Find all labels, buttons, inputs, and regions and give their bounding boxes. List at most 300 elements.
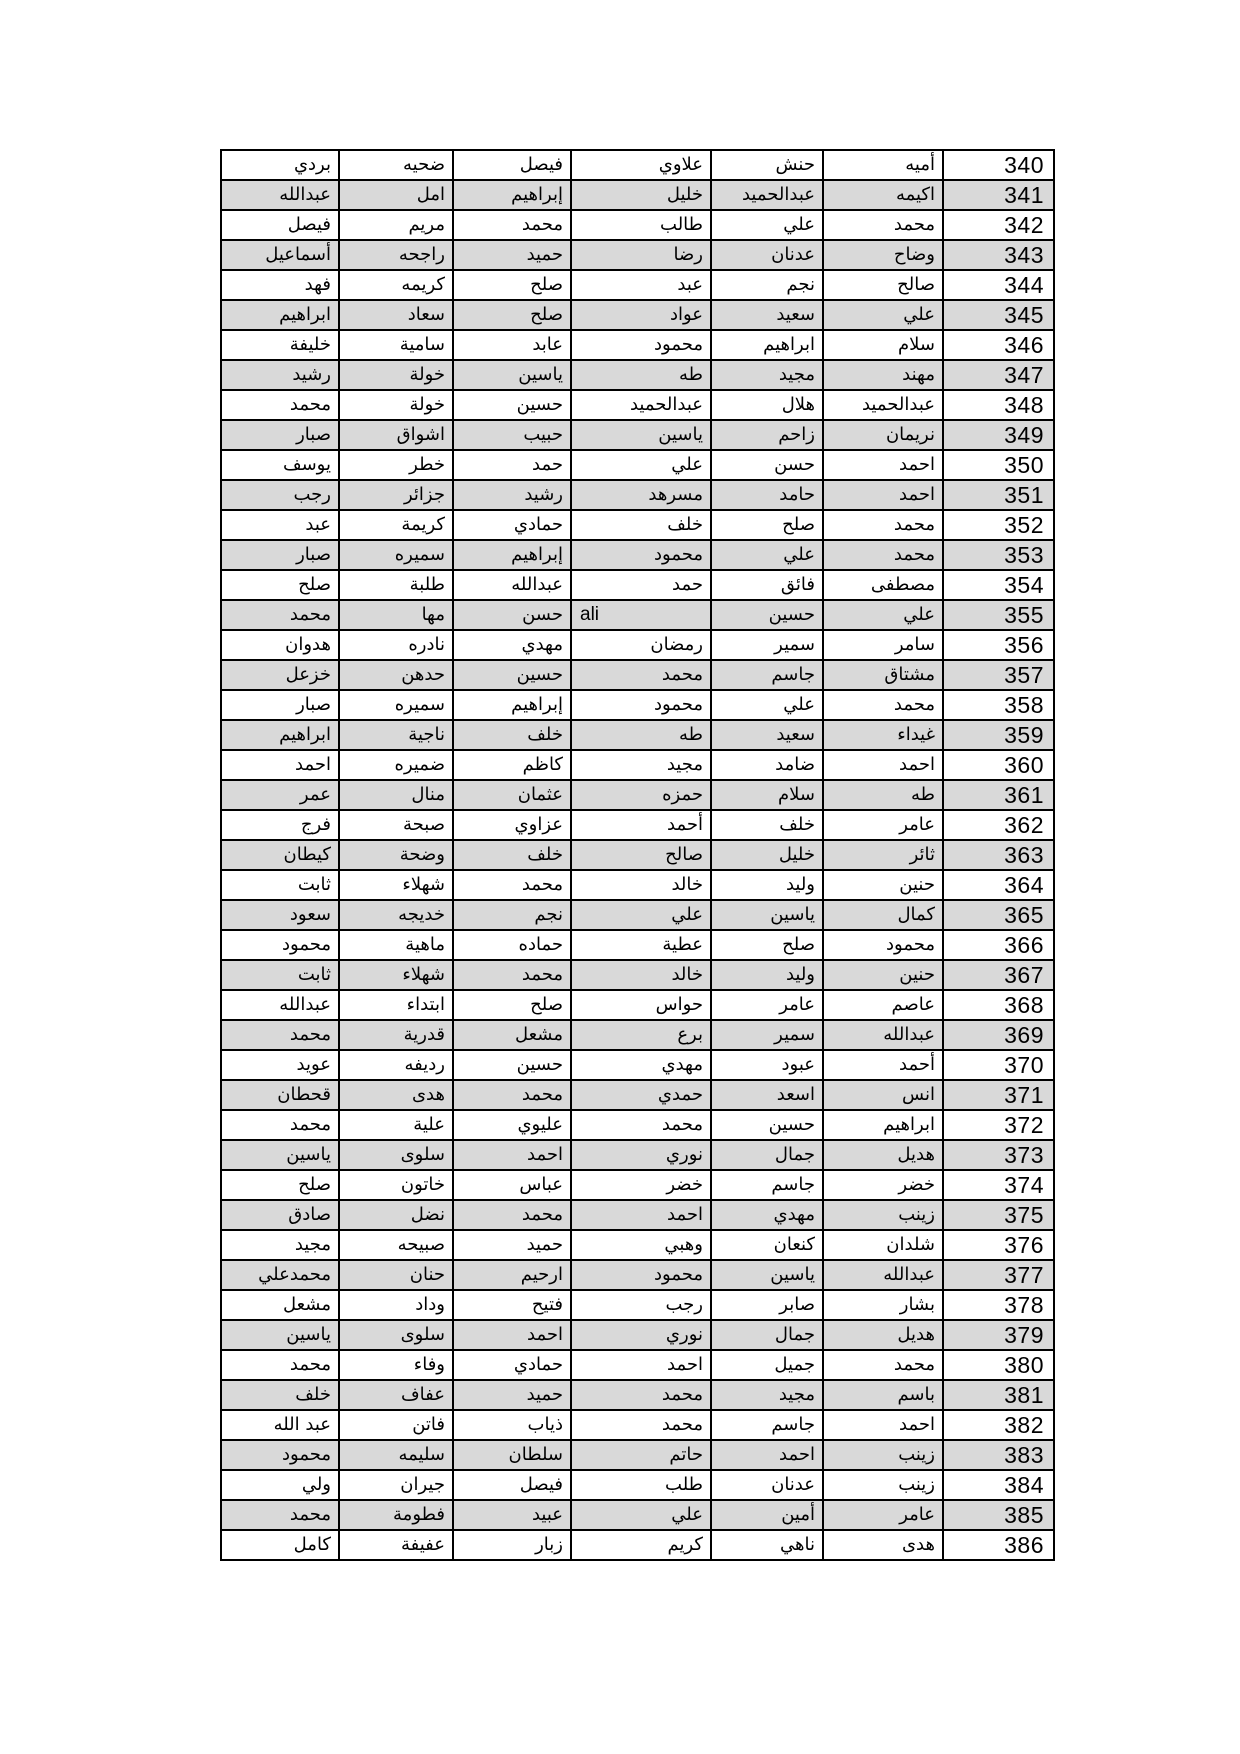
table-row — [221, 600, 1054, 630]
name-cell-5: أمين — [711, 1500, 823, 1530]
name-cell-6: احمد — [823, 450, 943, 480]
name-cell-1: صلح — [221, 1170, 339, 1200]
name-cell-6: طه — [823, 780, 943, 810]
name-cell-2: رديفه — [339, 1050, 453, 1080]
name-cell-1: عبد الله — [221, 1410, 339, 1440]
table-row — [221, 870, 1054, 900]
row-number-cell: 386 — [943, 1530, 1054, 1560]
name-cell-3: حسين — [453, 390, 571, 420]
name-cell-3: ارحيم — [453, 1260, 571, 1290]
name-cell-3: عزاوي — [453, 810, 571, 840]
name-cell-6: نريمان — [823, 420, 943, 450]
name-cell-1: صبار — [221, 690, 339, 720]
table-row — [221, 450, 1054, 480]
name-cell-6: حنين — [823, 960, 943, 990]
name-cell-3: حسين — [453, 660, 571, 690]
name-cell-6: وضاح — [823, 240, 943, 270]
name-cell-2: جيران — [339, 1470, 453, 1500]
name-cell-1: بردي — [221, 150, 339, 180]
table-row — [221, 900, 1054, 930]
table-row — [221, 300, 1054, 330]
name-cell-6: صالح — [823, 270, 943, 300]
name-cell-2: سليمه — [339, 1440, 453, 1470]
row-number-cell: 348 — [943, 390, 1054, 420]
name-cell-2: راجحه — [339, 240, 453, 270]
name-cell-5: جاسم — [711, 1170, 823, 1200]
name-cell-3: مهدي — [453, 630, 571, 660]
name-cell-6: محمد — [823, 1350, 943, 1380]
name-cell-4: علي — [571, 450, 711, 480]
table-row — [221, 720, 1054, 750]
name-cell-5: نجم — [711, 270, 823, 300]
name-cell-1: عويد — [221, 1050, 339, 1080]
name-cell-5: علي — [711, 210, 823, 240]
row-number-cell: 358 — [943, 690, 1054, 720]
name-cell-2: سلوى — [339, 1320, 453, 1350]
name-cell-3: حماده — [453, 930, 571, 960]
name-cell-2: طلبة — [339, 570, 453, 600]
name-cell-5: ياسين — [711, 1260, 823, 1290]
name-cell-6: محمود — [823, 930, 943, 960]
row-number-cell: 383 — [943, 1440, 1054, 1470]
table-row — [221, 1530, 1054, 1560]
row-number-cell: 367 — [943, 960, 1054, 990]
name-cell-6: شلدان — [823, 1230, 943, 1260]
name-cell-2: كريمة — [339, 510, 453, 540]
table-row — [221, 1440, 1054, 1470]
name-cell-5: خلف — [711, 810, 823, 840]
name-cell-5: احمد — [711, 1440, 823, 1470]
name-cell-6: احمد — [823, 1410, 943, 1440]
table-row — [221, 1050, 1054, 1080]
name-cell-6: محمد — [823, 210, 943, 240]
name-cell-2: فطومة — [339, 1500, 453, 1530]
row-number-cell: 345 — [943, 300, 1054, 330]
name-cell-4: رمضان — [571, 630, 711, 660]
name-cell-1: يوسف — [221, 450, 339, 480]
name-cell-4: خضر — [571, 1170, 711, 1200]
name-cell-2: ضميره — [339, 750, 453, 780]
table-row — [221, 1320, 1054, 1350]
name-cell-4: علي — [571, 900, 711, 930]
row-number-cell: 380 — [943, 1350, 1054, 1380]
table-row — [221, 630, 1054, 660]
name-cell-1: رشيد — [221, 360, 339, 390]
row-number-cell: 374 — [943, 1170, 1054, 1200]
table-row — [221, 960, 1054, 990]
name-cell-5: ياسين — [711, 900, 823, 930]
name-cell-2: ماهية — [339, 930, 453, 960]
row-number-cell: 355 — [943, 600, 1054, 630]
name-cell-2: ضحيه — [339, 150, 453, 180]
names-table — [220, 149, 1055, 1561]
table-row — [221, 660, 1054, 690]
table-row — [221, 330, 1054, 360]
name-cell-2: جزائر — [339, 480, 453, 510]
names-table-container — [220, 149, 1055, 1561]
name-cell-5: عدنان — [711, 240, 823, 270]
table-row — [221, 1200, 1054, 1230]
name-cell-3: صلح — [453, 990, 571, 1020]
name-cell-4: طالب — [571, 210, 711, 240]
row-number-cell: 368 — [943, 990, 1054, 1020]
table-row — [221, 270, 1054, 300]
table-row — [221, 1470, 1054, 1500]
name-cell-1: محمد — [221, 600, 339, 630]
row-number-cell: 372 — [943, 1110, 1054, 1140]
name-cell-2: حدهن — [339, 660, 453, 690]
name-cell-4: خليل — [571, 180, 711, 210]
row-number-cell: 373 — [943, 1140, 1054, 1170]
name-cell-3: احمد — [453, 1140, 571, 1170]
table-row — [221, 510, 1054, 540]
name-cell-2: صبحة — [339, 810, 453, 840]
name-cell-5: اسعد — [711, 1080, 823, 1110]
name-cell-4: خالد — [571, 870, 711, 900]
name-cell-3: محمد — [453, 960, 571, 990]
row-number-cell: 343 — [943, 240, 1054, 270]
row-number-cell: 379 — [943, 1320, 1054, 1350]
name-cell-3: ياسين — [453, 360, 571, 390]
name-cell-6: محمد — [823, 510, 943, 540]
name-cell-1: ياسين — [221, 1140, 339, 1170]
name-cell-6: هديل — [823, 1140, 943, 1170]
name-cell-1: ابراهيم — [221, 300, 339, 330]
name-cell-1: خليفة — [221, 330, 339, 360]
name-cell-1: صبار — [221, 420, 339, 450]
table-row — [221, 990, 1054, 1020]
name-cell-4: حواس — [571, 990, 711, 1020]
name-cell-1: كيطان — [221, 840, 339, 870]
name-cell-5: صابر — [711, 1290, 823, 1320]
row-number-cell: 382 — [943, 1410, 1054, 1440]
name-cell-6: باسم — [823, 1380, 943, 1410]
name-cell-4: محمد — [571, 1110, 711, 1140]
name-cell-4: برع — [571, 1020, 711, 1050]
name-cell-3: صلح — [453, 300, 571, 330]
name-cell-3: حميد — [453, 1230, 571, 1260]
name-cell-6: زينب — [823, 1200, 943, 1230]
name-cell-6: حنين — [823, 870, 943, 900]
name-cell-4: ali — [571, 600, 711, 630]
name-cell-6: محمد — [823, 540, 943, 570]
name-cell-1: محمدعلي — [221, 1260, 339, 1290]
name-cell-1: عمر — [221, 780, 339, 810]
table-row — [221, 1230, 1054, 1260]
name-cell-5: كنعان — [711, 1230, 823, 1260]
name-cell-2: امل — [339, 180, 453, 210]
name-cell-5: جاسم — [711, 660, 823, 690]
name-cell-6: عبدالله — [823, 1020, 943, 1050]
name-cell-3: حمادي — [453, 510, 571, 540]
name-cell-4: عبد — [571, 270, 711, 300]
name-cell-2: كريمه — [339, 270, 453, 300]
name-cell-1: محمد — [221, 390, 339, 420]
table-row — [221, 480, 1054, 510]
table-row — [221, 180, 1054, 210]
name-cell-5: جميل — [711, 1350, 823, 1380]
name-cell-4: صالح — [571, 840, 711, 870]
name-cell-4: حمدي — [571, 1080, 711, 1110]
row-number-cell: 376 — [943, 1230, 1054, 1260]
name-cell-2: عفيفة — [339, 1530, 453, 1560]
name-cell-4: مسرهد — [571, 480, 711, 510]
name-cell-1: كامل — [221, 1530, 339, 1560]
name-cell-5: سلام — [711, 780, 823, 810]
name-cell-4: وهبي — [571, 1230, 711, 1260]
name-cell-2: هدى — [339, 1080, 453, 1110]
name-cell-4: محمد — [571, 1380, 711, 1410]
name-cell-1: محمد — [221, 1500, 339, 1530]
name-cell-1: أسماعيل — [221, 240, 339, 270]
name-cell-3: عبيد — [453, 1500, 571, 1530]
name-cell-2: اشواق — [339, 420, 453, 450]
name-cell-5: سمير — [711, 630, 823, 660]
row-number-cell: 369 — [943, 1020, 1054, 1050]
name-cell-1: مشعل — [221, 1290, 339, 1320]
row-number-cell: 366 — [943, 930, 1054, 960]
row-number-cell: 347 — [943, 360, 1054, 390]
name-cell-2: سميره — [339, 690, 453, 720]
name-cell-3: حمد — [453, 450, 571, 480]
name-cell-6: هدى — [823, 1530, 943, 1560]
name-cell-1: عبدالله — [221, 990, 339, 1020]
row-number-cell: 346 — [943, 330, 1054, 360]
name-cell-3: احمد — [453, 1320, 571, 1350]
name-cell-1: رجب — [221, 480, 339, 510]
name-cell-5: سعيد — [711, 720, 823, 750]
name-cell-6: خضر — [823, 1170, 943, 1200]
name-cell-5: حسن — [711, 450, 823, 480]
name-cell-2: مها — [339, 600, 453, 630]
name-cell-6: عامر — [823, 1500, 943, 1530]
name-cell-4: احمد — [571, 1350, 711, 1380]
name-cell-4: عواد — [571, 300, 711, 330]
row-number-cell: 341 — [943, 180, 1054, 210]
table-row — [221, 1500, 1054, 1530]
name-cell-1: خلف — [221, 1380, 339, 1410]
name-cell-2: وفاء — [339, 1350, 453, 1380]
name-cell-6: ابراهيم — [823, 1110, 943, 1140]
row-number-cell: 353 — [943, 540, 1054, 570]
name-cell-5: عدنان — [711, 1470, 823, 1500]
name-cell-5: حسين — [711, 600, 823, 630]
name-cell-6: سامر — [823, 630, 943, 660]
table-row — [221, 690, 1054, 720]
table-row — [221, 1110, 1054, 1140]
name-cell-4: كريم — [571, 1530, 711, 1560]
table-row — [221, 1140, 1054, 1170]
name-cell-3: إبراهيم — [453, 690, 571, 720]
name-cell-4: نوري — [571, 1320, 711, 1350]
name-cell-2: سعاد — [339, 300, 453, 330]
name-cell-3: إبراهيم — [453, 540, 571, 570]
name-cell-5: ابراهيم — [711, 330, 823, 360]
name-cell-6: أحمد — [823, 1050, 943, 1080]
name-cell-6: علي — [823, 600, 943, 630]
name-cell-2: سلوى — [339, 1140, 453, 1170]
row-number-cell: 365 — [943, 900, 1054, 930]
name-cell-6: مشتاق — [823, 660, 943, 690]
name-cell-6: علي — [823, 300, 943, 330]
name-cell-1: فرج — [221, 810, 339, 840]
name-cell-5: جمال — [711, 1320, 823, 1350]
name-cell-3: زبار — [453, 1530, 571, 1560]
name-cell-5: مجيد — [711, 360, 823, 390]
name-cell-3: نجم — [453, 900, 571, 930]
name-cell-6: احمد — [823, 750, 943, 780]
name-cell-5: حسين — [711, 1110, 823, 1140]
name-cell-2: ابتداء — [339, 990, 453, 1020]
name-cell-5: خليل — [711, 840, 823, 870]
table-row — [221, 240, 1054, 270]
name-cell-6: عبدالحميد — [823, 390, 943, 420]
row-number-cell: 362 — [943, 810, 1054, 840]
name-cell-5: جاسم — [711, 1410, 823, 1440]
name-cell-4: حاتم — [571, 1440, 711, 1470]
table-row — [221, 210, 1054, 240]
name-cell-6: زينب — [823, 1440, 943, 1470]
name-cell-4: رجب — [571, 1290, 711, 1320]
name-cell-3: خلف — [453, 720, 571, 750]
name-cell-2: مريم — [339, 210, 453, 240]
table-row — [221, 1380, 1054, 1410]
name-cell-1: صبار — [221, 540, 339, 570]
name-cell-5: صلح — [711, 510, 823, 540]
name-cell-6: مهند — [823, 360, 943, 390]
name-cell-5: هلال — [711, 390, 823, 420]
name-cell-4: عبدالحميد — [571, 390, 711, 420]
name-cell-4: محمد — [571, 1410, 711, 1440]
row-number-cell: 350 — [943, 450, 1054, 480]
name-cell-3: محمد — [453, 1200, 571, 1230]
name-cell-4: حمد — [571, 570, 711, 600]
name-cell-5: حنش — [711, 150, 823, 180]
name-cell-2: سميره — [339, 540, 453, 570]
name-cell-1: هدوان — [221, 630, 339, 660]
name-cell-5: عبدالحميد — [711, 180, 823, 210]
name-cell-6: زينب — [823, 1470, 943, 1500]
name-cell-2: شهلاء — [339, 870, 453, 900]
table-row — [221, 1350, 1054, 1380]
table-row — [221, 1080, 1054, 1110]
name-cell-1: ولي — [221, 1470, 339, 1500]
name-cell-1: عبدالله — [221, 180, 339, 210]
row-number-cell: 344 — [943, 270, 1054, 300]
name-cell-1: صادق — [221, 1200, 339, 1230]
row-number-cell: 352 — [943, 510, 1054, 540]
name-cell-2: نضل — [339, 1200, 453, 1230]
name-cell-3: حسين — [453, 1050, 571, 1080]
name-cell-6: كمال — [823, 900, 943, 930]
name-cell-3: حبيب — [453, 420, 571, 450]
row-number-cell: 375 — [943, 1200, 1054, 1230]
row-number-cell: 378 — [943, 1290, 1054, 1320]
table-row — [221, 1020, 1054, 1050]
table-row — [221, 1290, 1054, 1320]
name-cell-5: وليد — [711, 870, 823, 900]
name-cell-3: سلطان — [453, 1440, 571, 1470]
name-cell-6: هديل — [823, 1320, 943, 1350]
name-cell-1: عبد — [221, 510, 339, 540]
row-number-cell: 384 — [943, 1470, 1054, 1500]
row-number-cell: 357 — [943, 660, 1054, 690]
names-table-body — [221, 150, 1054, 1560]
name-cell-1: مجيد — [221, 1230, 339, 1260]
name-cell-1: فهد — [221, 270, 339, 300]
table-row — [221, 1410, 1054, 1440]
name-cell-2: فاتن — [339, 1410, 453, 1440]
name-cell-5: عامر — [711, 990, 823, 1020]
row-number-cell: 370 — [943, 1050, 1054, 1080]
name-cell-4: عطية — [571, 930, 711, 960]
name-cell-1: سعود — [221, 900, 339, 930]
row-number-cell: 381 — [943, 1380, 1054, 1410]
table-row — [221, 570, 1054, 600]
name-cell-3: محمد — [453, 210, 571, 240]
table-row — [221, 810, 1054, 840]
table-row — [221, 1170, 1054, 1200]
name-cell-3: فتيح — [453, 1290, 571, 1320]
name-cell-6: سلام — [823, 330, 943, 360]
table-row — [221, 150, 1054, 180]
name-cell-3: عليوي — [453, 1110, 571, 1140]
table-row — [221, 360, 1054, 390]
name-cell-5: ضامد — [711, 750, 823, 780]
name-cell-6: عاصم — [823, 990, 943, 1020]
name-cell-2: خولة — [339, 390, 453, 420]
name-cell-3: حميد — [453, 1380, 571, 1410]
row-number-cell: 359 — [943, 720, 1054, 750]
name-cell-5: حامد — [711, 480, 823, 510]
table-row — [221, 780, 1054, 810]
table-row — [221, 930, 1054, 960]
name-cell-2: خديجه — [339, 900, 453, 930]
name-cell-1: محمود — [221, 930, 339, 960]
name-cell-6: انس — [823, 1080, 943, 1110]
name-cell-3: عابد — [453, 330, 571, 360]
name-cell-3: ذياب — [453, 1410, 571, 1440]
name-cell-3: محمد — [453, 1080, 571, 1110]
name-cell-3: رشيد — [453, 480, 571, 510]
name-cell-4: طه — [571, 720, 711, 750]
name-cell-1: محمد — [221, 1020, 339, 1050]
name-cell-4: علي — [571, 1500, 711, 1530]
name-cell-5: صلح — [711, 930, 823, 960]
name-cell-1: ابراهيم — [221, 720, 339, 750]
name-cell-3: فيصل — [453, 150, 571, 180]
name-cell-3: عباس — [453, 1170, 571, 1200]
name-cell-2: صبيحه — [339, 1230, 453, 1260]
row-number-cell: 340 — [943, 150, 1054, 180]
row-number-cell: 351 — [943, 480, 1054, 510]
name-cell-6: بشار — [823, 1290, 943, 1320]
name-cell-3: عبدالله — [453, 570, 571, 600]
table-row — [221, 540, 1054, 570]
name-cell-4: رضا — [571, 240, 711, 270]
table-row — [221, 1260, 1054, 1290]
table-row — [221, 750, 1054, 780]
name-cell-5: علي — [711, 540, 823, 570]
name-cell-6: ثائر — [823, 840, 943, 870]
name-cell-4: محمود — [571, 690, 711, 720]
name-cell-6: أميه — [823, 150, 943, 180]
name-cell-4: احمد — [571, 1200, 711, 1230]
row-number-cell: 385 — [943, 1500, 1054, 1530]
name-cell-5: وليد — [711, 960, 823, 990]
row-number-cell: 377 — [943, 1260, 1054, 1290]
name-cell-2: قدرية — [339, 1020, 453, 1050]
